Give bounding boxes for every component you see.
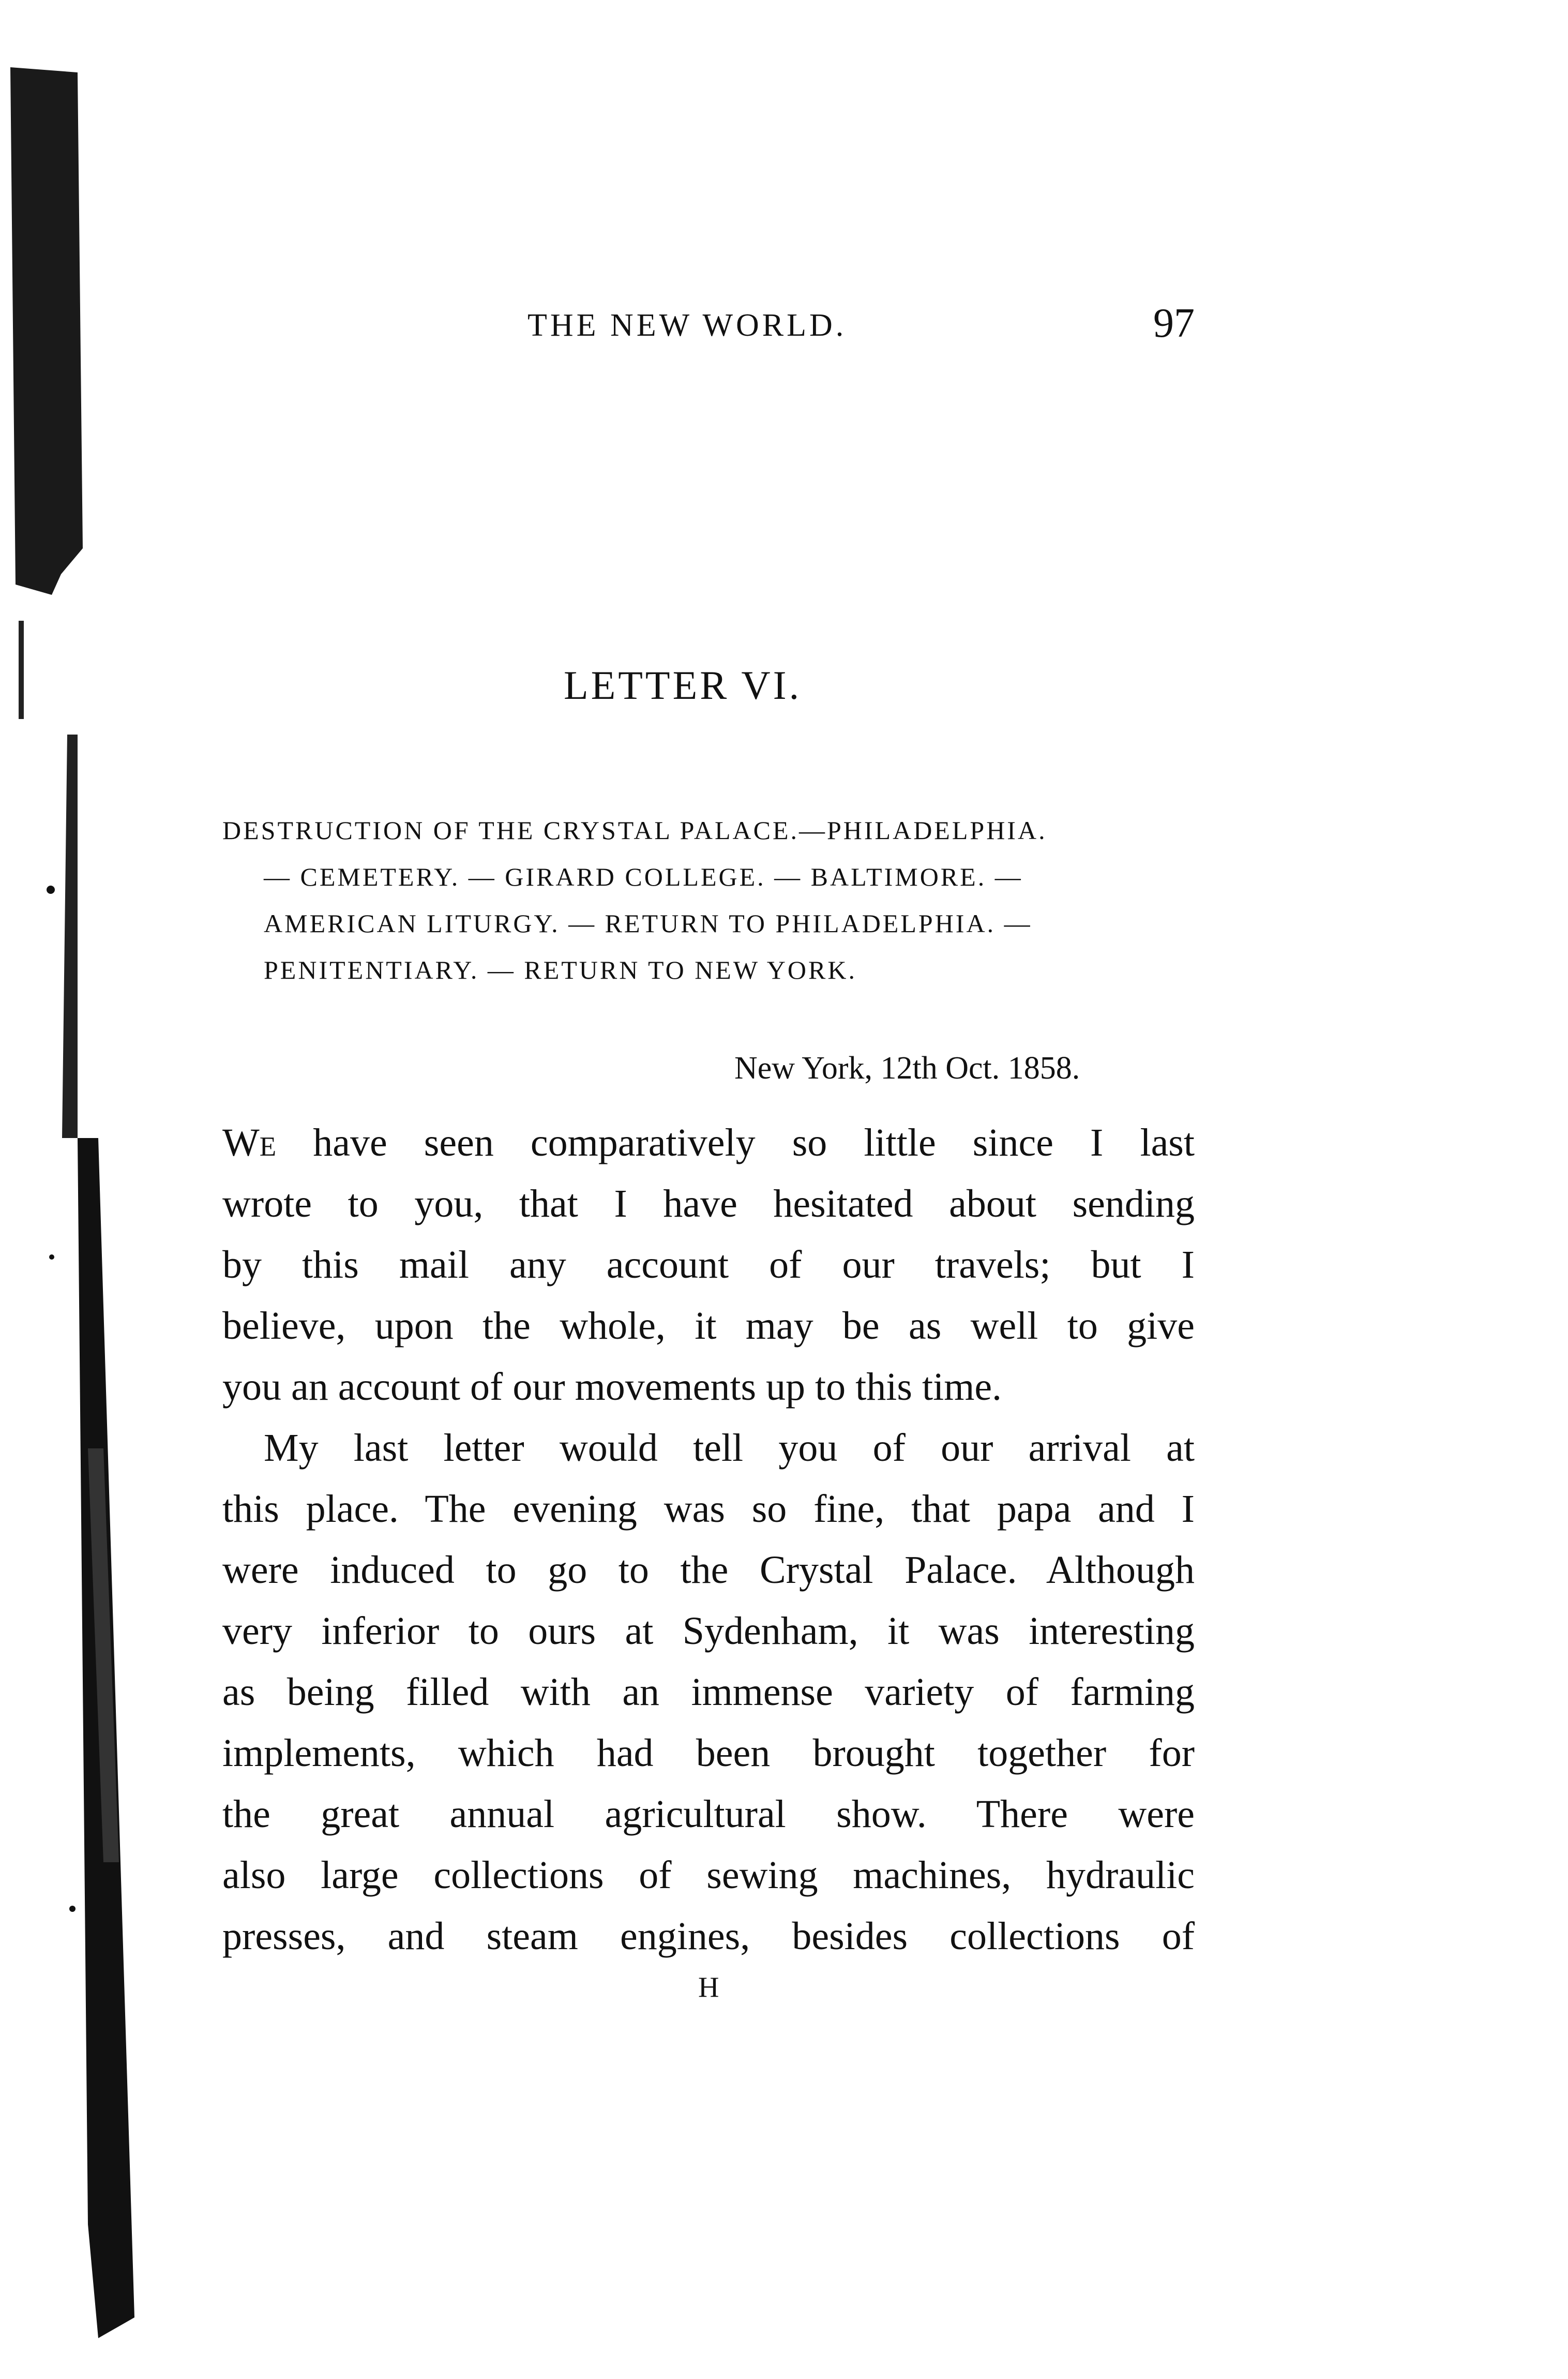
body-line: as being filled with an immense variety of farming [222,1670,1195,1714]
body-line: presses, and steam engines, besides collections of [222,1914,1195,1958]
body-line: very inferior to ours at Sydenham, it was interesting [222,1609,1195,1653]
body-line: were induced to go to the Crystal Palace. Although [222,1548,1195,1592]
summary-line: DESTRUCTION OF THE CRYSTAL PALACE.—PHILADELPHIA. [222,816,1047,845]
summary-line: AMERICAN LITURGY. — RETURN TO PHILADELPHIA. — [264,909,1032,938]
body-line: believe, upon the whole, it may be as well to give [222,1304,1195,1348]
page-header [527,300,1195,357]
summary-line: — CEMETERY. — GIRARD COLLEGE. — BALTIMORE. — [264,862,1023,891]
body-line: implements, which had been brought together for [222,1731,1195,1775]
letter-heading: LETTER VI. [564,663,802,708]
body-line: My last letter would tell you of our arrival at [264,1426,1195,1470]
signature-mark: H [698,1971,720,2003]
body-line-text: have seen comparatively so little since I last [276,1121,1195,1164]
body-line: you an account of our movements up to this time. [222,1365,1002,1409]
chapter-summary [222,807,1195,993]
opening-word: We [222,1121,277,1164]
dateline: New York, 12th Oct. 1858. [734,1051,1080,1086]
letter-body [222,1112,1195,1967]
running-title: THE NEW WORLD. [527,308,847,343]
body-line: also large collections of sewing machines, hydraulic [222,1853,1195,1897]
body-line [222,1112,1195,1173]
summary-line: PENITENTIARY. — RETURN TO NEW YORK. [264,955,857,984]
book-gutter-shadow [0,0,186,2379]
body-line: this place. The evening was so fine, that papa and I [222,1487,1195,1531]
body-line: the great annual agricultural show. There were [222,1792,1195,1836]
body-line: by this mail any account of our travels; but I [222,1243,1195,1286]
body-line: wrote to you, that I have hesitated about sending [222,1182,1195,1225]
page-number: 97 [1153,301,1195,346]
